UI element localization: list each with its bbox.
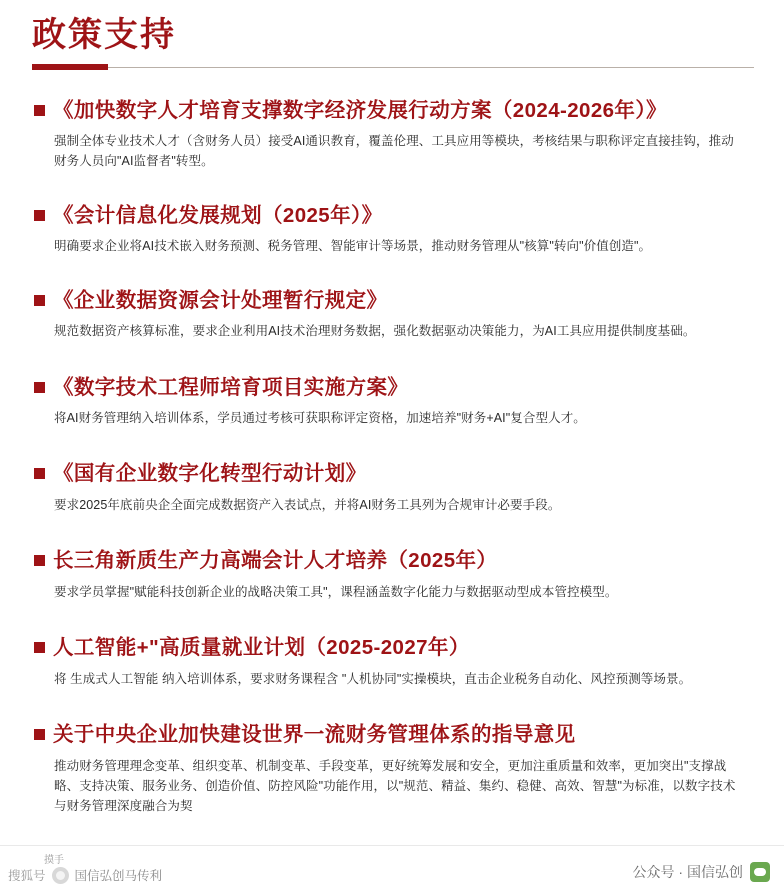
spacer: [30, 519, 754, 547]
divider-accent-bar: [32, 64, 108, 70]
divider-thin-line: [32, 67, 754, 68]
square-bullet-icon: [34, 729, 45, 740]
spacer: [30, 176, 754, 202]
list-item-heading: [34, 202, 754, 230]
list-item: [30, 202, 754, 257]
square-bullet-icon: [34, 295, 45, 306]
square-bullet-icon: [34, 382, 45, 393]
page-title: 政策支持: [32, 16, 176, 54]
policy-list: [30, 97, 754, 817]
footer-source[interactable]: [8, 866, 162, 884]
wechat-label: 公众号 · 国信弘创: [632, 864, 743, 880]
square-bullet-icon: [34, 642, 45, 653]
list-item-description: 要求学员掌握"赋能科技创新企业的战略决策工具"，课程涵盖数字化能力与数据驱动型成本管控模型。: [54, 585, 618, 600]
list-item-heading: [34, 634, 754, 662]
square-bullet-icon: [34, 468, 45, 479]
list-item-title: 《数字技术工程师培育项目实施方案》: [53, 375, 409, 399]
spacer: [30, 693, 754, 721]
footer-wechat[interactable]: [633, 862, 770, 882]
list-item-heading: [34, 374, 754, 402]
list-item-description: 将 生成式人工智能 纳入培训体系，要求财务课程含 "人机协同"实操模块，直击企业税务自动化、风控预测等场景。: [54, 671, 692, 686]
list-item: [30, 634, 754, 689]
list-item-title: 《加快数字人才培育支撑数字经济发展行动方案（2024-2026年）》: [53, 98, 667, 122]
list-item-description: 规范数据资产核算标准，要求企业利用AI技术治理财务数据，强化数据驱动决策能力，为AI工具应用提供制度基础。: [54, 324, 696, 339]
list-item-description: 将AI财务管理纳入培训体系，学员通过考核可获职称评定资格，加速培养"财务+AI"复合型人才。: [54, 411, 586, 426]
wechat-icon: [750, 862, 770, 882]
square-bullet-icon: [34, 105, 45, 116]
avatar: [52, 867, 69, 884]
spacer: [30, 606, 754, 634]
square-bullet-icon: [34, 210, 45, 221]
page-header: [30, 0, 754, 71]
list-item-title: 《企业数据资源会计处理暂行规定》: [53, 288, 388, 312]
list-item: [30, 460, 754, 515]
spacer: [30, 432, 754, 460]
list-item-title: 长三角新质生产力高端会计人才培养（2025年）: [53, 549, 498, 573]
list-item: [30, 287, 754, 342]
list-item-description: 要求2025年底前央企全面完成数据资产入表试点，并将AI财务工具列为合规审计必要手段。: [54, 498, 561, 513]
list-item-heading: [34, 547, 754, 575]
list-item-description: 强制全体专业技术人才（含财务人员）接受AI通识教育，覆盖伦理、工具应用等模块，考核结果与职称评定直接挂钩，推动财务人员向"AI监督者"转型。: [54, 134, 734, 169]
list-item: [30, 547, 754, 602]
list-item-heading: [34, 460, 754, 488]
list-item: [30, 97, 754, 172]
list-item-description: 明确要求企业将AI技术嵌入财务预测、税务管理、智能审计等场景，推动财务管理从"核算"转向"价值创造"。: [54, 239, 652, 254]
list-item: [30, 721, 754, 816]
list-item-heading: [34, 721, 754, 749]
list-item-title: 《会计信息化发展规划（2025年）》: [53, 203, 383, 227]
hand-note-text: 摸手: [44, 855, 64, 866]
spacer: [30, 346, 754, 374]
sohu-label: 搜狐号: [8, 869, 46, 883]
spacer: [30, 261, 754, 287]
list-item-title: 关于中央企业加快建设世界一流财务管理体系的指导意见: [53, 723, 576, 747]
list-item-title: 人工智能+"高质量就业计划（2025-2027年）: [53, 636, 470, 660]
list-item-heading: [34, 97, 754, 125]
square-bullet-icon: [34, 555, 45, 566]
list-item-title: 《国有企业数字化转型行动计划》: [53, 462, 367, 486]
footer-bar: [0, 845, 784, 890]
list-item-description: 推动财务管理理念变革、组织变革、机制变革、手段变革，更好统筹发展和安全，更加注重质量和效率，更加突出"支撑战略、支持决策、服务业务、创造价值、防控风险"功能作用，以"规范、精益、集约、稳健、高效、智慧"为标准，以数字技术与财务管理深度融合为契: [54, 758, 736, 814]
list-item: [30, 374, 754, 429]
list-item-heading: [34, 287, 754, 315]
source-name: 国信弘创马传利: [74, 869, 163, 883]
header-divider: [30, 63, 754, 71]
